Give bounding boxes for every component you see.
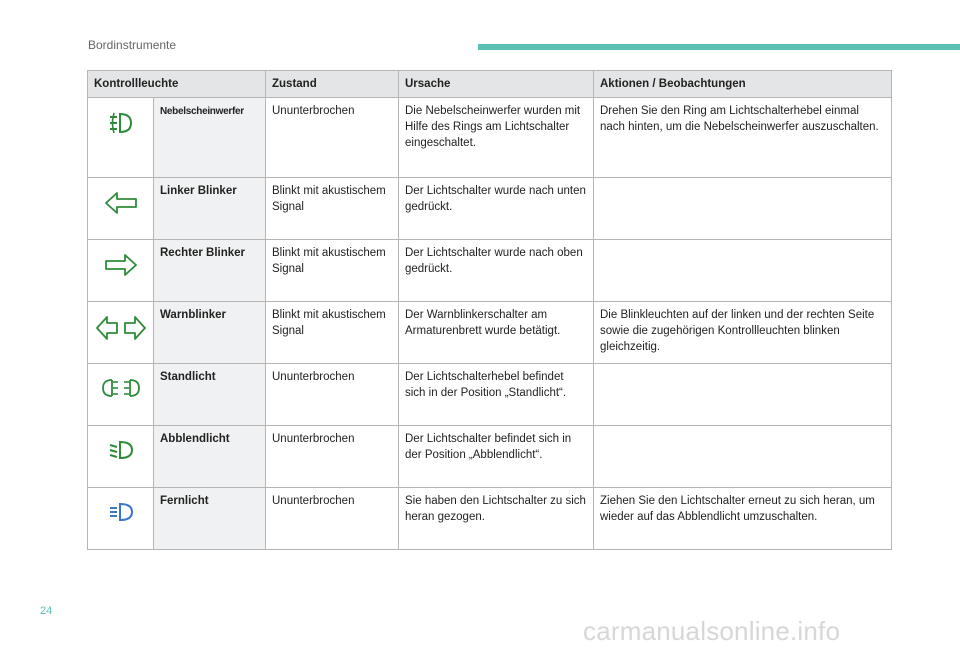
page-number: 24 (40, 605, 53, 617)
state-cell: Ununterbrochen (266, 488, 399, 550)
action-cell (594, 240, 892, 302)
front-fog-lamp-icon (106, 111, 136, 135)
hazard-warning-icon (95, 315, 147, 341)
section-title: Bordinstrumente (88, 38, 177, 52)
action-cell: Die Blinkleuchten auf der linken und der rechten Seite sowie die zugehörigen Kontrollleuchten blinken gleichzeitig. (594, 302, 892, 364)
watermark-text: carmanualsonline.info (583, 616, 841, 646)
table-header-row (88, 71, 892, 98)
table-row (88, 178, 892, 240)
table-row (88, 240, 892, 302)
left-turn-signal-icon (104, 191, 138, 215)
cause-cell: Sie haben den Lichtschalter zu sich heran gezogen. (399, 488, 594, 550)
icon-cell (88, 488, 154, 550)
indicator-name: Linker Blinker (154, 178, 266, 240)
col-header-indicator: Kontrollleuchte (88, 71, 266, 98)
indicator-name: Abblendlicht (154, 426, 266, 488)
icon-cell (88, 178, 154, 240)
side-lights-icon (99, 377, 143, 399)
action-cell: Ziehen Sie den Lichtschalter erneut zu sich heran, um wieder auf das Abblendlicht umzuschalten. (594, 488, 892, 550)
cause-cell: Der Lichtschalter wurde nach unten gedrückt. (399, 178, 594, 240)
action-cell (594, 426, 892, 488)
icon-cell (88, 240, 154, 302)
cause-cell: Der Lichtschalter befindet sich in der Position „Abblendlicht“. (399, 426, 594, 488)
state-cell: Ununterbrochen (266, 426, 399, 488)
state-cell: Ununterbrochen (266, 364, 399, 426)
col-header-state: Zustand (266, 71, 399, 98)
right-turn-signal-icon (104, 253, 138, 277)
action-cell (594, 364, 892, 426)
cause-cell: Der Lichtschalter wurde nach oben gedrückt. (399, 240, 594, 302)
table-row (88, 488, 892, 550)
high-beam-icon (106, 501, 136, 523)
icon-cell (88, 364, 154, 426)
table-row (88, 364, 892, 426)
cause-cell: Der Warnblinkerschalter am Armaturenbrett wurde betätigt. (399, 302, 594, 364)
action-cell: Drehen Sie den Ring am Lichtschalterhebel einmal nach hinten, um die Nebelscheinwerfer auszuschalten. (594, 98, 892, 178)
state-cell: Ununterbrochen (266, 98, 399, 178)
icon-cell (88, 426, 154, 488)
state-cell: Blinkt mit akustischem Signal (266, 240, 399, 302)
indicator-name (154, 98, 266, 178)
icon-cell (88, 302, 154, 364)
table-row (88, 302, 892, 364)
indicator-name-text: Nebelscheinwerfer (160, 106, 244, 117)
indicator-name: Warnblinker (154, 302, 266, 364)
indicator-table (87, 70, 892, 550)
cause-cell: Die Nebelscheinwerfer wurden mit Hilfe des Rings am Lichtschalter eingeschaltet. (399, 98, 594, 178)
table-row (88, 426, 892, 488)
indicator-name: Fernlicht (154, 488, 266, 550)
col-header-cause: Ursache (399, 71, 594, 98)
icon-cell (88, 98, 154, 178)
table-row (88, 98, 892, 178)
low-beam-icon (106, 439, 136, 461)
indicator-name: Standlicht (154, 364, 266, 426)
state-cell: Blinkt mit akustischem Signal (266, 302, 399, 364)
section-accent-bar (478, 44, 960, 50)
state-cell: Blinkt mit akustischem Signal (266, 178, 399, 240)
action-cell (594, 178, 892, 240)
col-header-action: Aktionen / Beobachtungen (594, 71, 892, 98)
cause-cell: Der Lichtschalterhebel befindet sich in der Position „Standlicht“. (399, 364, 594, 426)
indicator-name: Rechter Blinker (154, 240, 266, 302)
